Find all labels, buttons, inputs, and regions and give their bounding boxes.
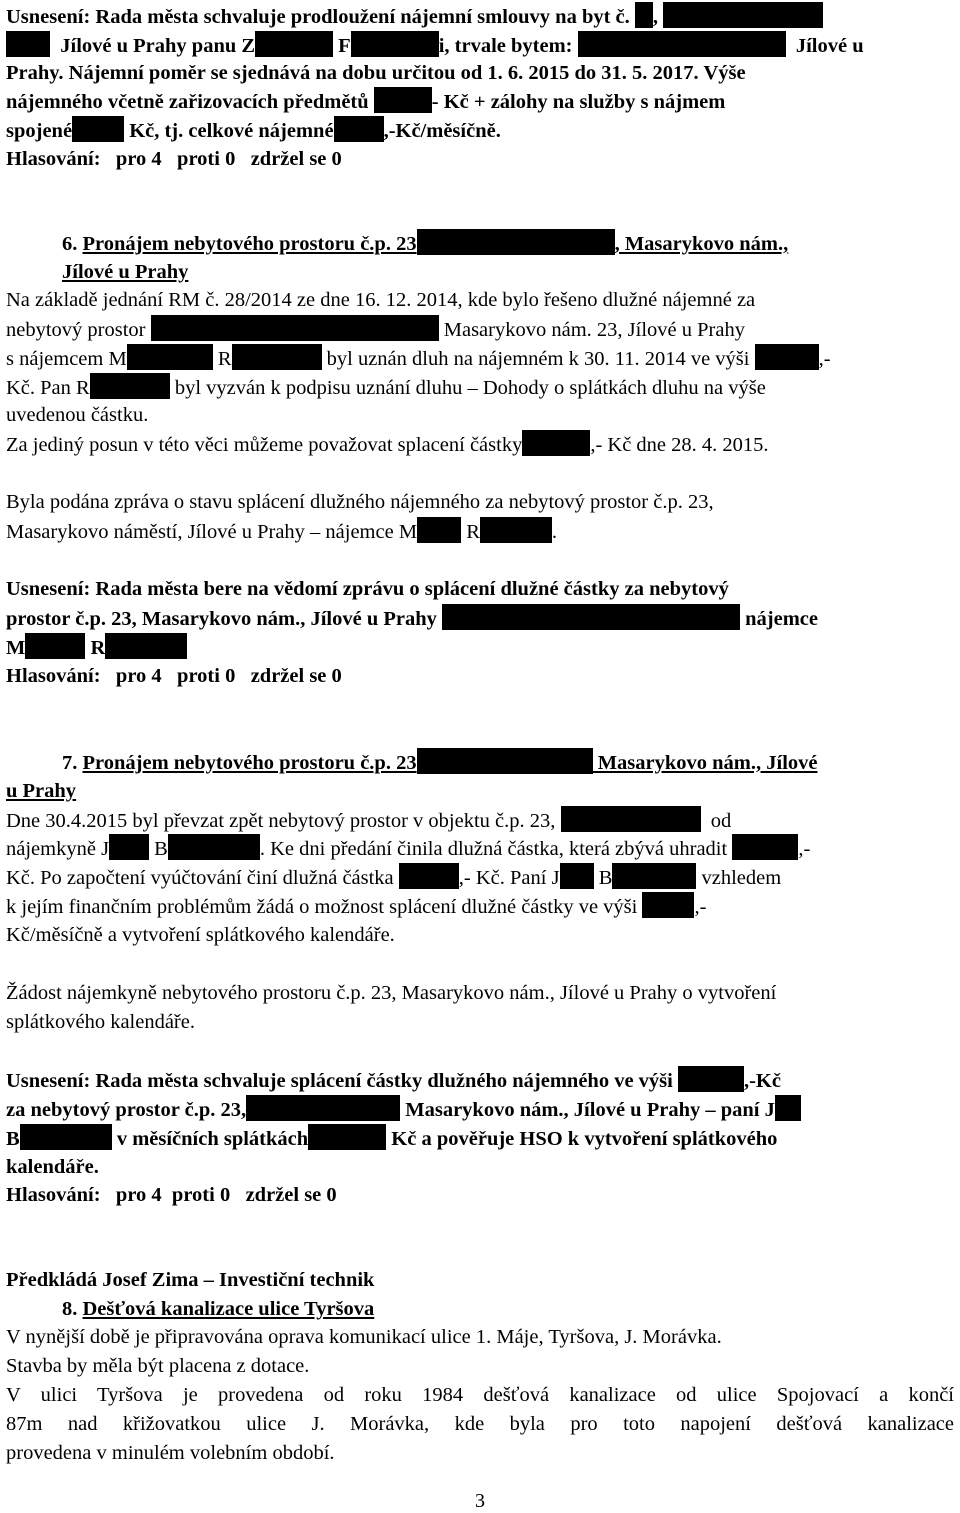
resolution-line: kalendáře. bbox=[6, 1156, 99, 1178]
text: Kč. Pan R bbox=[6, 377, 90, 399]
text: R bbox=[217, 348, 232, 370]
text: B bbox=[6, 1128, 20, 1150]
text: R bbox=[466, 521, 480, 543]
paragraph-line: Stavba by měla být placena z dotace. bbox=[6, 1355, 310, 1377]
text: . bbox=[551, 521, 557, 543]
text: Kč, tj. celkové nájemné bbox=[129, 120, 334, 142]
text: Masarykovo nám. 23, Jílové u Prahy bbox=[443, 319, 745, 341]
redaction bbox=[351, 31, 439, 57]
text: Masarykovo nám., Jílové u Prahy – paní J bbox=[405, 1099, 775, 1121]
text: ,- bbox=[798, 838, 811, 860]
paragraph-line: uvedenou částku. bbox=[6, 404, 149, 426]
redaction bbox=[246, 1095, 400, 1121]
text: ,-Kč bbox=[743, 1070, 781, 1092]
section-heading bbox=[62, 229, 788, 258]
text: ,-Kč/měsíčně. bbox=[383, 120, 501, 142]
paragraph-line: provedena v minulém volebním období. bbox=[6, 1442, 335, 1464]
text: Jílové u bbox=[795, 35, 864, 57]
paragraph-line: V nynější době je připravována oprava komunikací ulice 1. Máje, Tyršova, J. Morávka. bbox=[6, 1326, 722, 1348]
redaction bbox=[151, 315, 439, 341]
text: byl vyzván k podpisu uznání dluhu – Dohody o splátkách dluhu na výše bbox=[174, 377, 766, 399]
section-heading-cont: Jílové u Prahy bbox=[62, 261, 189, 283]
paragraph-line: Na základě jednání RM č. 28/2014 ze dne 16. 12. 2014, kde bylo řešeno dlužné nájemné za bbox=[6, 289, 756, 311]
text: B bbox=[154, 838, 168, 860]
text: - Kč + zálohy na služby s nájmem bbox=[431, 91, 726, 113]
section-number: 6. bbox=[62, 233, 83, 255]
resolution-line: Prahy. Nájemní poměr se sjednává na dobu určitou od 1. 6. 2015 do 31. 5. 2017. Výše bbox=[6, 62, 746, 84]
text: nájemného včetně zařizovacích předmětů bbox=[6, 91, 369, 113]
text: s nájemcem M bbox=[6, 348, 127, 370]
text: od bbox=[710, 810, 732, 832]
heading-text: Pronájem nebytového prostoru č.p. 23 bbox=[82, 233, 417, 255]
text: nájemce bbox=[745, 608, 818, 630]
text: v měsíčních splátkách bbox=[116, 1128, 309, 1150]
redaction bbox=[578, 31, 786, 57]
redaction bbox=[20, 1124, 112, 1150]
text: F bbox=[338, 35, 351, 57]
vote-result: Hlasování: pro 4 proti 0 zdržel se 0 bbox=[6, 1184, 337, 1206]
text: , bbox=[652, 6, 659, 28]
redaction bbox=[90, 373, 170, 399]
redaction bbox=[732, 834, 798, 860]
section-number: 7. bbox=[62, 752, 83, 774]
paragraph-line bbox=[6, 344, 831, 373]
paragraph-line: V ulici Tyršova je provedena od roku 1984 dešťová kanalizace od ulice Spojovací a končí bbox=[6, 1384, 954, 1406]
redaction bbox=[232, 344, 322, 370]
vote-result: Hlasování: pro 4 proti 0 zdržel se 0 bbox=[6, 148, 342, 170]
text: ,- Kč. Paní J bbox=[458, 867, 560, 889]
resolution-line bbox=[6, 116, 501, 145]
redaction bbox=[168, 834, 260, 860]
resolution-line bbox=[6, 2, 823, 31]
section-heading bbox=[62, 748, 818, 777]
vote-result: Hlasování: pro 4 proti 0 zdržel se 0 bbox=[6, 665, 342, 687]
redaction bbox=[105, 633, 187, 659]
paragraph-line: splátkového kalendáře. bbox=[6, 1011, 195, 1033]
text: ,- Kč dne 28. 4. 2015. bbox=[590, 434, 769, 456]
text: prostor č.p. 23, Masarykovo nám., Jílové u Prahy bbox=[6, 608, 437, 630]
redaction bbox=[374, 87, 432, 113]
redaction bbox=[25, 633, 85, 659]
paragraph-line: 87m nad křižovatkou ulice J. Morávka, kde byla pro toto napojení dešťová kanalizace bbox=[6, 1413, 954, 1435]
resolution-line bbox=[6, 633, 187, 662]
text: vzhledem bbox=[701, 867, 782, 889]
redaction bbox=[663, 2, 823, 28]
text: nebytový prostor bbox=[6, 319, 146, 341]
redaction bbox=[480, 517, 552, 543]
paragraph-line bbox=[6, 806, 731, 835]
redaction bbox=[399, 863, 459, 889]
redaction bbox=[560, 863, 594, 889]
text: R bbox=[90, 637, 106, 659]
paragraph-line bbox=[6, 834, 810, 863]
redaction bbox=[442, 604, 740, 630]
paragraph-line: Byla podána zpráva o stavu splácení dlužného nájemného za nebytový prostor č.p. 23, bbox=[6, 491, 714, 513]
text: Masarykovo náměstí, Jílové u Prahy – nájemce M bbox=[6, 521, 418, 543]
text: . Ke dni předání činila dlužná částka, která zbývá uhradit bbox=[259, 838, 728, 860]
heading-text: , Masarykovo nám., bbox=[614, 233, 789, 255]
heading-text: Masarykovo nám., Jílové bbox=[592, 752, 818, 774]
text: i, trvale bytem: bbox=[438, 35, 573, 57]
resolution-line bbox=[6, 1066, 781, 1095]
heading-text: Dešťová kanalizace ulice Tyršova bbox=[82, 1298, 375, 1320]
section-number: 8. bbox=[62, 1298, 83, 1320]
redaction bbox=[6, 31, 50, 57]
paragraph-line bbox=[6, 373, 766, 402]
text: B bbox=[598, 867, 613, 889]
redaction bbox=[678, 1066, 744, 1092]
redaction bbox=[109, 834, 149, 860]
redaction bbox=[561, 806, 701, 832]
paragraph-line bbox=[6, 430, 769, 459]
redaction bbox=[635, 2, 653, 28]
redaction bbox=[755, 344, 819, 370]
paragraph-line bbox=[6, 863, 781, 892]
text: ,- bbox=[694, 896, 707, 918]
text: Kč. Po započtení vyúčtování činí dlužná částka bbox=[6, 867, 394, 889]
text: za nebytový prostor č.p. 23, bbox=[6, 1099, 247, 1121]
paragraph-line bbox=[6, 315, 745, 344]
redaction bbox=[334, 116, 384, 142]
text: Kč a pověřuje HSO k vytvoření splátkového bbox=[391, 1128, 778, 1150]
resolution-line bbox=[6, 87, 725, 116]
redaction bbox=[255, 31, 333, 57]
redaction bbox=[417, 517, 461, 543]
presenter-line: Předkládá Josef Zima – Investiční technik bbox=[6, 1269, 375, 1291]
text: spojené bbox=[6, 120, 73, 142]
section-heading-cont: u Prahy bbox=[6, 780, 77, 802]
text: Dne 30.4.2015 byl převzat zpět nebytový prostor v objektu č.p. 23, bbox=[6, 810, 556, 832]
text: Jílové u Prahy panu Z bbox=[60, 35, 256, 57]
text: Za jediný posun v této věci můžeme považovat splacení částky bbox=[6, 434, 523, 456]
redaction bbox=[72, 116, 124, 142]
section-heading bbox=[62, 1295, 374, 1323]
resolution-line bbox=[6, 604, 818, 633]
text: Usnesení: Rada města schvaluje splácení částky dlužného nájemného ve výši bbox=[6, 1070, 673, 1092]
resolution-line bbox=[6, 1124, 777, 1153]
redaction bbox=[522, 430, 590, 456]
paragraph-line: Žádost nájemkyně nebytového prostoru č.p. 23, Masarykovo nám., Jílové u Prahy o vytvoření bbox=[6, 982, 777, 1004]
page-number: 3 bbox=[475, 1490, 485, 1512]
redaction bbox=[308, 1124, 386, 1150]
redaction bbox=[612, 863, 696, 889]
redaction bbox=[642, 892, 694, 918]
resolution-line bbox=[6, 31, 864, 60]
heading-text: Pronájem nebytového prostoru č.p. 23 bbox=[82, 752, 417, 774]
redaction bbox=[417, 748, 593, 774]
text: nájemkyně J bbox=[6, 838, 110, 860]
resolution-line: Usnesení: Rada města bere na vědomí zprávu o splácení dlužné částky za nebytový bbox=[6, 578, 729, 600]
text: ,- bbox=[818, 348, 831, 370]
redaction bbox=[417, 229, 615, 255]
text: M bbox=[6, 637, 26, 659]
text: k jejím finančním problémům žádá o možnost splácení dlužné částky ve výši bbox=[6, 896, 638, 918]
paragraph-line bbox=[6, 892, 706, 921]
text: byl uznán dluh na nájemném k 30. 11. 2014 ve výši bbox=[326, 348, 750, 370]
text: Usnesení: Rada města schvaluje prodloužení nájemní smlouvy na byt č. bbox=[6, 6, 635, 28]
paragraph-line bbox=[6, 517, 557, 546]
resolution-line bbox=[6, 1095, 801, 1124]
paragraph-line: Kč/měsíčně a vytvoření splátkového kalendáře. bbox=[6, 924, 395, 946]
redaction bbox=[127, 344, 213, 370]
redaction bbox=[775, 1095, 801, 1121]
